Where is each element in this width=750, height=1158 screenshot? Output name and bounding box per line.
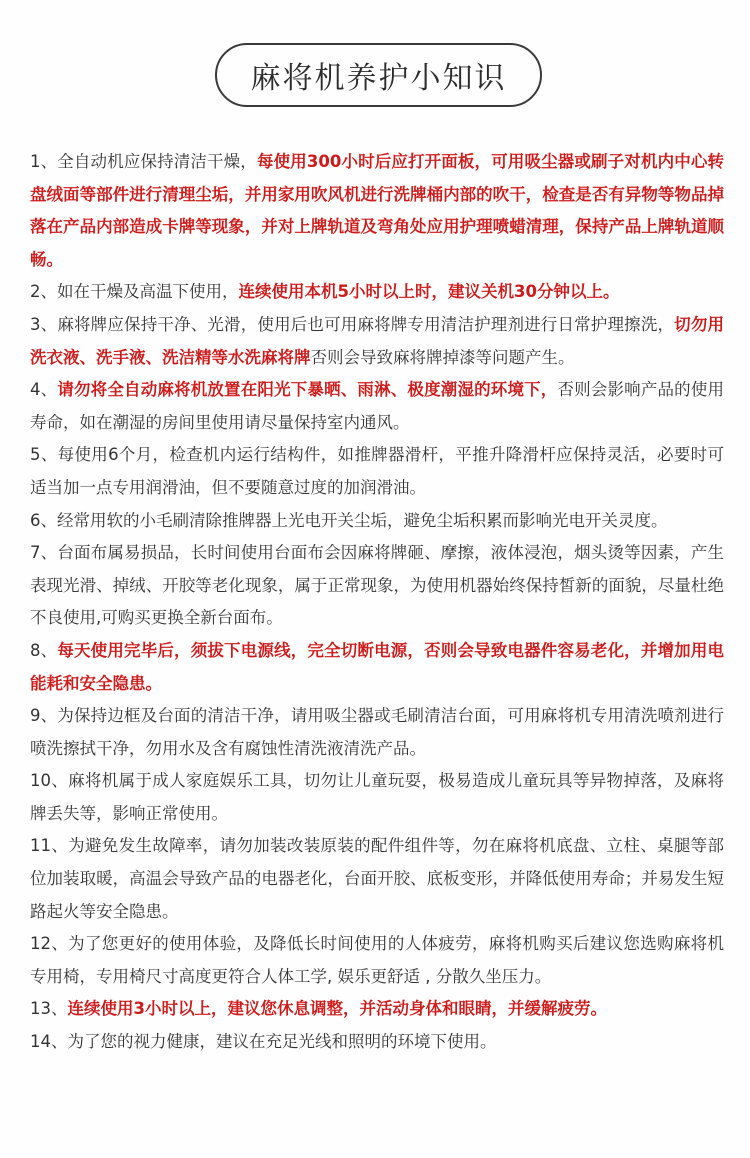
tip-text: 为保持边框及台面的清洁干净，请用吸尘器或毛刷清洁台面，可用麻将机专用清洗喷剂进行喷洗擦拭干净，勿用水及含有腐蚀性清洗液清洗产品。 xyxy=(30,706,725,758)
tip-text: 经常用软的小毛刷清除推牌器上光电开关尘垢，避免尘垢积累而影响光电开关灵度。 xyxy=(57,510,668,530)
tip-item xyxy=(30,146,724,276)
tip-number: 6、 xyxy=(30,510,57,530)
tip-number: 4、 xyxy=(30,380,58,400)
tip-item xyxy=(30,374,724,439)
tip-item xyxy=(30,1026,724,1059)
tip-number: 10、 xyxy=(30,771,69,791)
tip-text: 否则会影响产品的使用寿命，如在潮湿的房间里使用请尽量保持室内通风。 xyxy=(30,380,725,432)
tip-number: 9、 xyxy=(30,706,58,726)
tip-text: 如在干燥及高温下使用， xyxy=(57,282,239,302)
tip-number: 8、 xyxy=(30,640,58,660)
tip-warning-text: 每使用300小时后应打开面板，可用吸尘器或刷子对机内中心转盘绒面等部件进行清理尘垢，并用家用吹风机进行洗牌桶内部的吹干，检查是否有异物等物品掉落在产品内部造成卡牌等现象，并对上牌轨道及弯角处应用护理喷蜡清理，保持产品上牌轨道顺畅。 xyxy=(30,152,725,269)
tip-number: 1、 xyxy=(30,152,58,171)
tip-warning-text: 切勿用洗衣液、洗手液、洗洁精等水洗麻将牌 xyxy=(30,314,725,367)
tip-item xyxy=(30,537,724,635)
tip-warning-text: 连续使用本机5小时以上时，建议关机30分钟以上。 xyxy=(238,282,620,302)
tip-number: 12、 xyxy=(30,934,69,954)
tip-number: 7、 xyxy=(30,543,58,563)
tip-item xyxy=(30,993,724,1026)
page-title: 麻将机养护小知识 xyxy=(250,61,507,96)
tip-text: 为了您更好的使用体验，及降低长时间使用的人体疲劳，麻将机购买后建议您选购麻将机专用椅，专用椅尺寸高度更符合人体工学, 娱乐更舒适 , 分散久坐压力。 xyxy=(30,934,725,986)
tip-number: 2、 xyxy=(30,282,57,302)
tip-text: 每使用6个月，检查机内运行结构件，如推牌器滑杆，平推升降滑杆应保持灵活，必要时可适当加一点专用润滑油，但不要随意过度的加润滑油。 xyxy=(30,445,725,497)
tip-item xyxy=(30,276,724,309)
tip-item xyxy=(30,309,724,374)
tips-list xyxy=(30,146,724,1059)
tip-text: 全自动机应保持清洁干燥， xyxy=(57,152,257,171)
tip-text: 麻将牌应保持干净、光滑，使用后也可用麻将牌专用清洁护理剂进行日常护理擦洗， xyxy=(57,314,675,334)
tip-item xyxy=(30,928,724,993)
tip-warning-text: 每天使用完毕后，须拔下电源线，完全切断电源，否则会导致电器件容易老化，并增加用电能耗和安全隐患。 xyxy=(30,640,725,693)
tip-text: 台面布属易损品，长时间使用台面布会因麻将牌砸、摩擦，液体浸泡，烟头烫等因素，产生表现光滑、掉绒、开胶等老化现象，属于正常现象，为使用机器始终保持皙新的面貌，尽量杜绝不良使用,可购买更换全新台面布。 xyxy=(30,543,725,628)
tip-text: 麻将机属于成人家庭娱乐工具，切勿让儿童玩耍，极易造成儿童玩具等异物掉落，及麻将牌丢失等，影响正常使用。 xyxy=(30,771,725,823)
tip-warning-text: 连续使用3小时以上，建议您休息调整，并活动身体和眼睛，并缓解疲劳。 xyxy=(67,999,607,1019)
tip-number: 11、 xyxy=(30,836,69,856)
tip-text: 为了您的视力健康，建议在充足光线和照明的环境下使用。 xyxy=(67,1032,497,1052)
tip-text: 为避免发生故障率，请勿加装改装原装的配件组件等，勿在麻将机底盘、立柱、桌腿等部位加装取暖，高温会导致产品的电器老化，台面开胶、底板变形，并降低使用寿命；并易发生短路起火等安全隐患。 xyxy=(30,836,725,921)
tip-item xyxy=(30,765,724,830)
tip-warning-text: 请勿将全自动麻将机放置在阳光下暴晒、雨淋、极度潮湿的环境下， xyxy=(57,380,558,400)
tip-item xyxy=(30,700,724,765)
tip-item xyxy=(30,830,724,928)
tip-item xyxy=(30,635,724,700)
tip-number: 3、 xyxy=(30,314,58,334)
tip-number: 14、 xyxy=(30,1032,68,1052)
tip-number: 13、 xyxy=(30,999,68,1019)
tip-number: 5、 xyxy=(30,445,58,465)
tip-item xyxy=(30,505,724,538)
title-badge xyxy=(215,43,542,107)
tip-item xyxy=(30,439,724,504)
tip-text: 否则会导致麻将牌掉漆等问题产生。 xyxy=(310,347,575,367)
